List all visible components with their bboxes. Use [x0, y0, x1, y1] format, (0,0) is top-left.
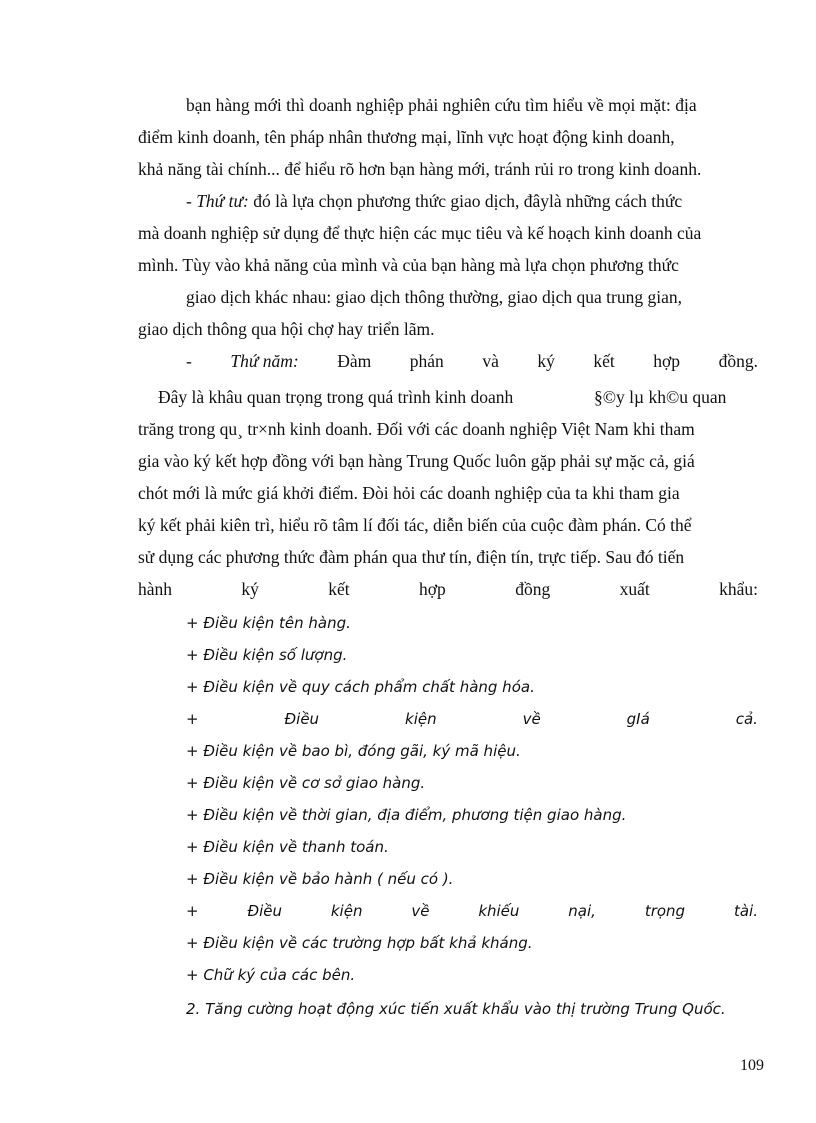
thu-nam-label: Thứ năm: — [230, 351, 299, 371]
thu-nam-word: hợp — [653, 351, 681, 371]
gia-ca-word: về — [522, 710, 541, 728]
hanh-line — [138, 578, 758, 600]
khieu-nai-word: khiếu — [478, 902, 520, 920]
thu-nam-word: - — [186, 351, 192, 371]
hanh-word: ký — [241, 579, 259, 599]
condition-khieu-nai — [186, 900, 758, 922]
hanh-word: khẩu: — [719, 579, 758, 599]
paragraph-line: trăng trong qu¸ tr×nh kinh doanh. Đối với các doanh nghiệp Việt Nam khi tham — [138, 419, 695, 439]
gia-ca-word: + — [186, 710, 199, 728]
khieu-nai-word: Điều — [247, 902, 282, 920]
gia-ca-word: kiện — [405, 710, 437, 728]
thu-nam-word: Đàm — [337, 351, 372, 371]
paragraph-line: gia vào ký kết hợp đồng với bạn hàng Trung Quốc luôn gặp phải sự mặc cả, giá — [138, 451, 695, 471]
condition-item: + Điều kiện tên hàng. — [186, 614, 351, 632]
gia-ca-word: cả. — [735, 710, 758, 728]
hanh-word: hợp — [419, 579, 446, 599]
paragraph-line: điểm kinh doanh, tên pháp nhân thương mại, lĩnh vực hoạt động kinh doanh, — [138, 127, 675, 147]
day-la-text: Đây là khâu quan trọng trong quá trình kinh doanh — [158, 387, 514, 407]
hanh-word: xuất — [619, 579, 650, 599]
day-la-line — [158, 386, 758, 408]
thu-tu-text: đó là lựa chọn phương thức giao dịch, đâylà những cách thức — [248, 191, 683, 211]
condition-gia-ca — [186, 708, 758, 730]
paragraph-line: chót mới là mức giá khởi điểm. Đòi hỏi các doanh nghiệp của ta khi tham gia — [138, 483, 680, 503]
condition-item: + Điều kiện về thời gian, địa điểm, phương tiện giao hàng. — [186, 806, 627, 824]
condition-item: + Chữ ký của các bên. — [186, 966, 356, 984]
gia-ca-word: Điều — [284, 710, 320, 728]
condition-item: + Điều kiện về các trường hợp bất khả kháng. — [186, 934, 533, 952]
gia-ca-word: gIá — [626, 710, 650, 728]
paragraph-line: giao dịch thông qua hội chợ hay triển lãm. — [138, 319, 435, 339]
khieu-nai-word: nại, — [568, 902, 596, 920]
condition-item: + Điều kiện về bảo hành ( nếu có ). — [186, 870, 454, 888]
condition-item: + Điều kiện về quy cách phẩm chất hàng hóa. — [186, 678, 535, 696]
condition-item: + Điều kiện về cơ sở giao hàng. — [186, 774, 426, 792]
khieu-nai-word: kiện — [330, 902, 363, 920]
paragraph-line: sử dụng các phương thức đàm phán qua thư tín, điện tín, trực tiếp. Sau đó tiến — [138, 547, 685, 567]
condition-item: + Điều kiện về bao bì, đóng gãi, ký mã hiệu. — [186, 742, 521, 760]
khieu-nai-word: trọng — [644, 902, 686, 920]
hanh-word: hành — [138, 579, 173, 599]
thu-nam-word: phán — [409, 351, 444, 371]
paragraph-line: khả năng tài chính... để hiểu rõ hơn bạn hàng mới, tránh rủi ro trong kinh doanh. — [138, 159, 702, 179]
khieu-nai-word: + — [186, 902, 199, 920]
thu-tu-line — [186, 190, 758, 212]
page-number: 109 — [740, 1057, 764, 1074]
condition-item: + Điều kiện số lượng. — [186, 646, 348, 664]
paragraph-line: mình. Tùy vào khả năng của mình và của bạn hàng mà lựa chọn phương thức — [138, 255, 679, 275]
khieu-nai-word: tài. — [733, 902, 758, 920]
thu-nam-word: và — [482, 351, 499, 371]
thu-nam-word: đồng. — [718, 351, 758, 371]
khieu-nai-word: về — [411, 902, 430, 920]
thu-nam-line — [186, 350, 758, 372]
condition-item: + Điều kiện về thanh toán. — [186, 838, 389, 856]
section-heading: 2. Tăng cường hoạt động xúc tiến xuất khẩu vào thị trường Trung Quốc. — [186, 1000, 726, 1018]
thu-tu-label: Thứ tư: — [196, 191, 249, 211]
hanh-word: đồng — [515, 579, 551, 599]
paragraph-line: ký kết phải kiên trì, hiểu rõ tâm lí đối tác, diễn biến của cuộc đàm phán. Có thể — [138, 515, 692, 535]
day-la-garbled: §©y lµ kh©u quan — [594, 387, 727, 407]
thu-tu-dash: - — [186, 191, 197, 211]
paragraph-line: mà doanh nghiệp sử dụng để thực hiện các mục tiêu và kế hoạch kinh doanh của — [138, 223, 702, 243]
thu-nam-word: ký — [537, 351, 555, 371]
thu-nam-word: kết — [593, 351, 615, 371]
paragraph-line: bạn hàng mới thì doanh nghiệp phải nghiên cứu tìm hiểu về mọi mặt: địa — [186, 95, 697, 115]
paragraph-line: giao dịch khác nhau: giao dịch thông thường, giao dịch qua trung gian, — [186, 287, 682, 307]
hanh-word: kết — [328, 579, 350, 599]
